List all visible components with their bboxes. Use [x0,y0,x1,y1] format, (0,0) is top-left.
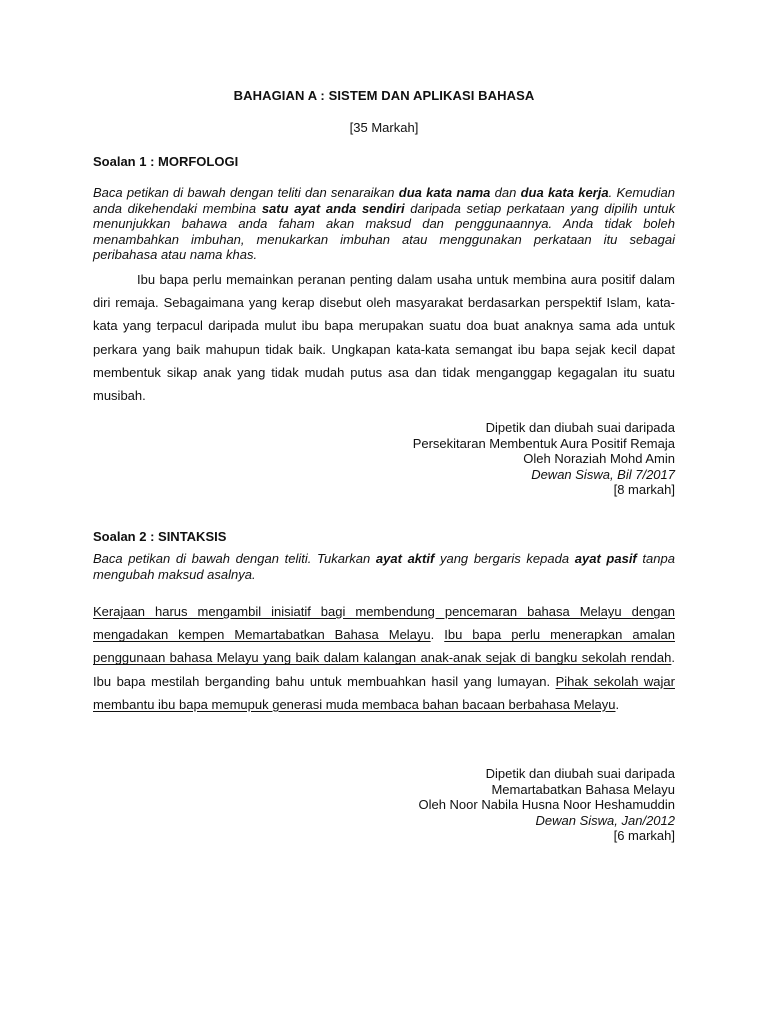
q2-marks: [6 markah] [613,828,675,843]
citation-source: Dewan Siswa, Jan/2012 [535,812,675,828]
passage-text: . Ibu bapa mestilah berganding bahu untuk membuahkan hasil yang lumayan. [93,650,675,689]
q1-instruction-emphasis: satu ayat anda sendiri [261,200,405,216]
q2-heading: Soalan 2 : SINTAKSIS [93,529,227,544]
underlined-active-sentence: Ibu bapa perlu menerapkan amalan penggunaan bahasa Melayu yang baik dalam kalangan anak-anak sejak di bangku sekolah rendah [93,627,675,666]
q2-citation [418,766,675,844]
q1-instruction-text: Baca petikan di bawah dengan teliti dan senaraikan [93,185,399,200]
citation-article-title: Memartabatkan Bahasa Melayu [491,781,675,797]
underlined-active-sentence: Kerajaan harus mengambil inisiatif bagi membendung pencemaran bahasa Melayu dengan mengadakan kempen Memartabatkan Bahasa Melayu [93,604,675,643]
q2-instruction-text: Baca petikan di bawah dengan teliti. Tukarkan [93,551,376,566]
q1-instruction-emphasis: dua kata nama [398,185,491,200]
citation-author: Oleh Noraziah Mohd Amin [523,451,675,466]
q1-marks: [8 markah] [613,482,675,497]
q2-instruction-emphasis: ayat pasif [574,551,637,566]
citation-line: Dipetik dan diubah suai daripada [485,766,675,781]
section-total-marks: [35 Markah] [349,120,419,135]
citation-line: Dipetik dan diubah suai daripada [485,420,675,435]
q1-instruction [93,185,675,263]
citation-source: Dewan Siswa, Bil 7/2017 [531,466,675,482]
q2-instruction [93,551,675,582]
q2-instruction-text: tanpa mengubah maksud asalnya. [93,551,675,582]
passage-text: . [615,696,620,712]
q1-instruction-text: daripada setiap perkataan yang dipilih untuk menunjukkan bahawa anda faham akan maksud dan penggunaannya. Anda tidak boleh menambahkan imbuhan, menukarkan imbuhan atau menggunakan perkataan itu sebagai peribahasa atau nama khas. [93,200,675,263]
q1-instruction-text: dan [490,185,521,200]
q2-passage [93,600,675,716]
q1-heading: Soalan 1 : MORFOLOGI [93,154,239,169]
q1-citation [413,420,675,498]
q1-instruction-emphasis: dua kata kerja [520,185,609,200]
q2-instruction-emphasis: ayat aktif [375,551,435,566]
citation-author: Oleh Noor Nabila Husna Noor Heshamuddin [418,797,675,812]
citation-article-title: Persekitaran Membentuk Aura Positif Remaja [412,435,675,451]
q1-instruction-text: . Kemudian anda dikehendaki membina [93,185,675,216]
underlined-active-sentence: Pihak sekolah wajar membantu ibu bapa memupuk generasi muda membaca bahan bacaan berbahasa Melayu [93,673,675,712]
section-title: BAHAGIAN A : SISTEM DAN APLIKASI BAHASA [233,88,535,103]
q1-passage: Ibu bapa perlu memainkan peranan penting dalam usaha untuk membina aura positif dalam diri remaja. Sebagaimana yang kerap disebut oleh masyarakat berdasarkan perspektif Islam, kata-kata yang terpacul daripada mulut ibu bapa merupakan suatu doa buat anaknya sama ada untuk perkara yang baik mahupun tidak baik. Ungkapan kata-kata semangat ibu bapa sejak kecil dapat membentuk sikap anak yang tidak mudah putus asa dan tidak menganggap kegagalan itu suatu musibah. [93,272,675,404]
passage-text: . [430,627,445,643]
q2-instruction-text: yang bergaris kepada [434,551,575,566]
